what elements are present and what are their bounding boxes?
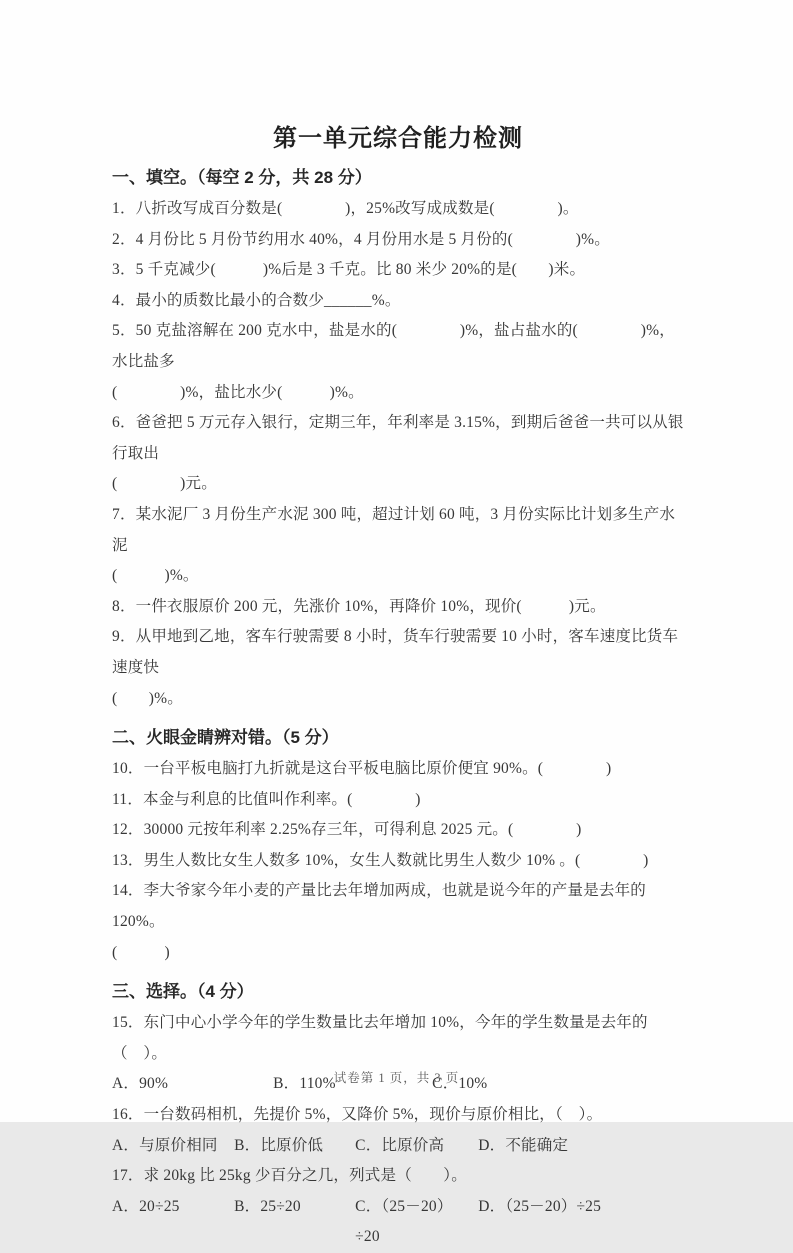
question-line: 2．4 月份比 5 月份节约用水 40%，4 月份用水是 5 月份的( )%。: [112, 230, 610, 248]
question-line: 8．一件衣服原价 200 元，先涨价 10%，再降价 10%，现价( )元。: [112, 597, 606, 615]
page-title: 第一单元综合能力检测: [273, 125, 523, 152]
question-line-continuation: ( )%。: [112, 567, 199, 585]
question-line: 7．某水泥厂 3 月份生产水泥 300 吨，超过计划 60 吨，3 月份实际比计划多生产水泥: [112, 505, 676, 554]
option-item: D．（25－20）÷25: [478, 1197, 602, 1215]
question-line-continuation: ( )%。: [112, 689, 183, 707]
options-row-q17: [112, 1192, 684, 1253]
option-item: D．不能确定: [478, 1136, 569, 1154]
question-line: 10．一台平板电脑打九折就是这台平板电脑比原价便宜 90%。( ): [112, 760, 612, 778]
option-item: B．比原价低: [234, 1136, 324, 1154]
question-line-continuation: ( )%，盐比水少( )%。: [112, 383, 364, 401]
section-heading-fill-blanks: 一、填空。（每空 2 分，共 28 分）: [112, 168, 372, 187]
option-item: A．与原价相同: [112, 1136, 218, 1154]
question-line: 9．从甲地到乙地，客车行驶需要 8 小时，货车行驶需要 10 小时，客车速度比货车速度快: [112, 628, 679, 676]
section-heading-true-false: 二、火眼金睛辨对错。（5 分）: [112, 728, 339, 748]
question-line: 17．求 20kg 比 25kg 少百分之几，列式是（ ）。: [112, 1167, 467, 1185]
question-line: 4．最小的质数比最小的合数少______%。: [112, 291, 401, 309]
question-line: 6．爸爸把 5 万元存入银行，定期三年，年利率是 3.15%，到期后爸爸一共可以从银行取出: [112, 414, 684, 462]
question-line: 12．30000 元按年利率 2.25%存三年，可得利息 2025 元。( ): [112, 821, 582, 839]
option-item: B．110%: [273, 1075, 336, 1093]
question-line: 5．50 克盐溶解在 200 克水中，盐是水的( )%，盐占盐水的( )%，水比盐多: [112, 322, 675, 370]
option-item: C．（25－20）÷20: [355, 1197, 453, 1246]
section-heading-multiple-choice: 三、选择。（4 分）: [112, 982, 254, 1002]
question-line: 15．东门中心小学今年的学生数量比去年增加 10%，今年的学生数量是去年的（ ）。: [112, 1014, 648, 1062]
question-line-continuation: ( ): [112, 943, 170, 961]
option-item: C．比原价高: [355, 1136, 445, 1154]
option-item: C．10%: [432, 1075, 488, 1093]
question-line: 11．本金与利息的比值叫作利率。( ): [112, 790, 421, 808]
option-item: A．90%: [112, 1075, 169, 1093]
question-line: 3．5 千克减少( )%后是 3 千克。比 80 米少 20%的是( )米。: [112, 261, 586, 279]
question-line: 1．八折改写成百分数是( )，25%改写成成数是( )。: [112, 200, 579, 217]
question-line: 16．一台数码相机，先提价 5%，又降价 5%，现价与原价相比，（ ）。: [112, 1106, 603, 1124]
question-line: 13．男生人数比女生人数多 10%，女生人数就比男生人数少 10% 。( ): [112, 851, 649, 869]
page-footer: 试卷第 1 页，共 3 页: [333, 1071, 460, 1085]
option-item: B．25÷20: [234, 1197, 301, 1215]
question-line-continuation: ( )元。: [112, 475, 217, 493]
options-row-q16: [112, 1131, 684, 1162]
option-item: A．20÷25: [112, 1197, 180, 1215]
question-line: 14．李大爷家今年小麦的产量比去年增加两成，也就是说今年的产量是去年的 120%。: [112, 882, 651, 931]
